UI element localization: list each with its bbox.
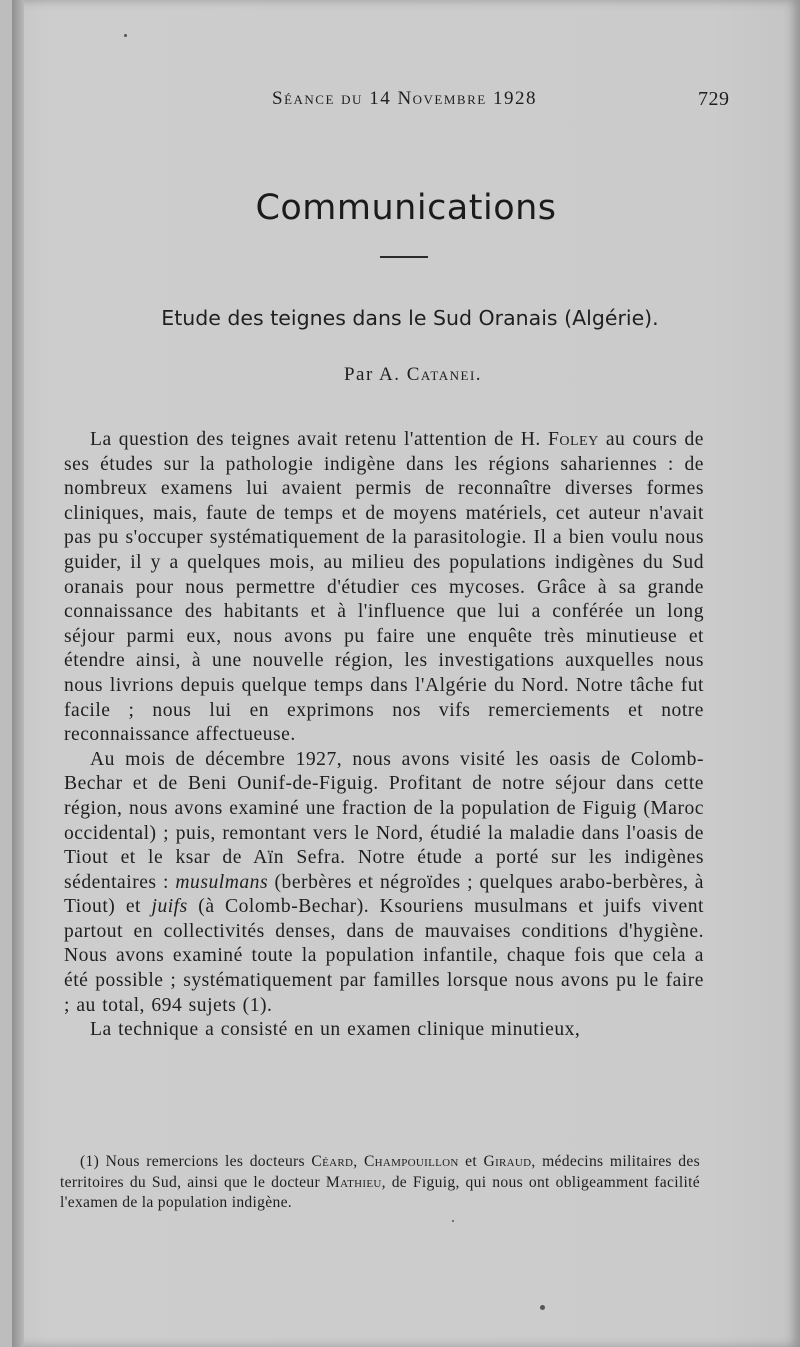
- p1-text-b: au cours de ses études sur la pathologie indigène dans les régions sahariennes : de nombreux examens lui avaient permis de reconnaître diverses formes cliniques, mais, faute de temps et de moyens matériels, cet auteur n'avait pas pu s'occuper systématiquement de la parasitologie. Il a bien voulu nous guider, il y a quelques mois, au milieu des populations indigènes du Sud oranais pour nous permettre d'étudier ces mycoses. Grâce à sa grande connaissance des habitants et à l'influence que lui a conférée un long séjour parmi eux, nous avons pu faire une enquête très minutieuse et étendre ainsi, à une nouvelle région, les investigations auxquelles nous nous livrions depuis quelque temps dans l'Algérie du Nord. Notre tâche fut facile ; nous lui en exprimons nos vifs remerciements et notre reconnaissance affectueuse.: [64, 429, 705, 746]
- p2-text-c: (à Colomb-Bechar). Ksouriens musulmans et juifs vivent partout en collectivités denses, dans de mauvaises conditions d'hygiène. Nous avons examiné toute la population infantile, chaque fois que cela a été possible ; systématiquement par familles lorsque nous avons pu le faire ; au total, 694 sujets (1).: [64, 896, 704, 1016]
- running-head: [272, 88, 537, 110]
- footnote: [60, 1152, 700, 1214]
- paper-speck: [124, 34, 127, 37]
- title-rule: [380, 256, 428, 258]
- article-body: [64, 428, 704, 1043]
- footnote-text-a: (1) Nous remercions les docteurs: [80, 1153, 312, 1170]
- footnote-text-b: et: [458, 1153, 484, 1170]
- term-juifs: juifs: [151, 896, 188, 918]
- byline: [12, 364, 800, 386]
- p1-text-a: La question des teignes avait retenu l'attention de H.: [90, 429, 548, 450]
- article-title: Etude des teignes dans le Sud Oranais (Algérie).: [161, 306, 659, 330]
- section-title: Communications: [255, 188, 557, 228]
- byline-author: Catanei.: [406, 364, 483, 385]
- running-head-suffix: Novembre 1928: [391, 88, 537, 109]
- name-mathieu: Mathieu: [325, 1173, 382, 1191]
- running-head-prefix: Séance du: [272, 88, 370, 109]
- running-head-day: 14: [369, 88, 392, 109]
- paragraph-3: La technique a consisté en un examen clinique minutieux,: [90, 1019, 581, 1041]
- scanned-page: [12, 0, 800, 1347]
- term-musulmans: musulmans: [175, 871, 269, 893]
- paper-speck: [452, 1220, 454, 1222]
- name-giraud: Giraud: [483, 1153, 532, 1170]
- footnote-text-c: , médecins militaires des territoires du Sud, ainsi que le docteur: [60, 1153, 700, 1191]
- paragraph-1: [64, 428, 704, 748]
- page-number: 729: [698, 88, 730, 110]
- name-geard: Céard: [311, 1153, 354, 1170]
- footnote-sep: ,: [353, 1153, 364, 1170]
- footnote-1: [60, 1152, 700, 1214]
- name-champouillon: Champouillon: [363, 1153, 459, 1170]
- paragraph-2: [64, 748, 704, 1019]
- byline-prefix: Par A.: [343, 364, 407, 385]
- author-name-foley: Foley: [547, 429, 599, 450]
- p2-text-b: (berbères et négroïdes ; quelques arabo-berbères, à Tiout) et: [64, 871, 704, 918]
- p2-text-a: Au mois de décembre 1927, nous avons visité les oasis de Colomb-Bechar et de Beni Ounif-de-Figuig. Profitant de notre séjour dans cette région, nous avons examiné une fraction de la population de Figuig (Maroc occidental) ; puis, remontant vers le Nord, étudié la maladie dans l'oasis de Tiout et le ksar de Aïn Sefra. Notre étude a porté sur les indigènes sédentaires :: [64, 748, 704, 893]
- paper-speck: [540, 1305, 545, 1310]
- footnote-text-d: , de Figuig, qui nous ont obligeamment facilité l'examen de la population indigène.: [60, 1173, 700, 1211]
